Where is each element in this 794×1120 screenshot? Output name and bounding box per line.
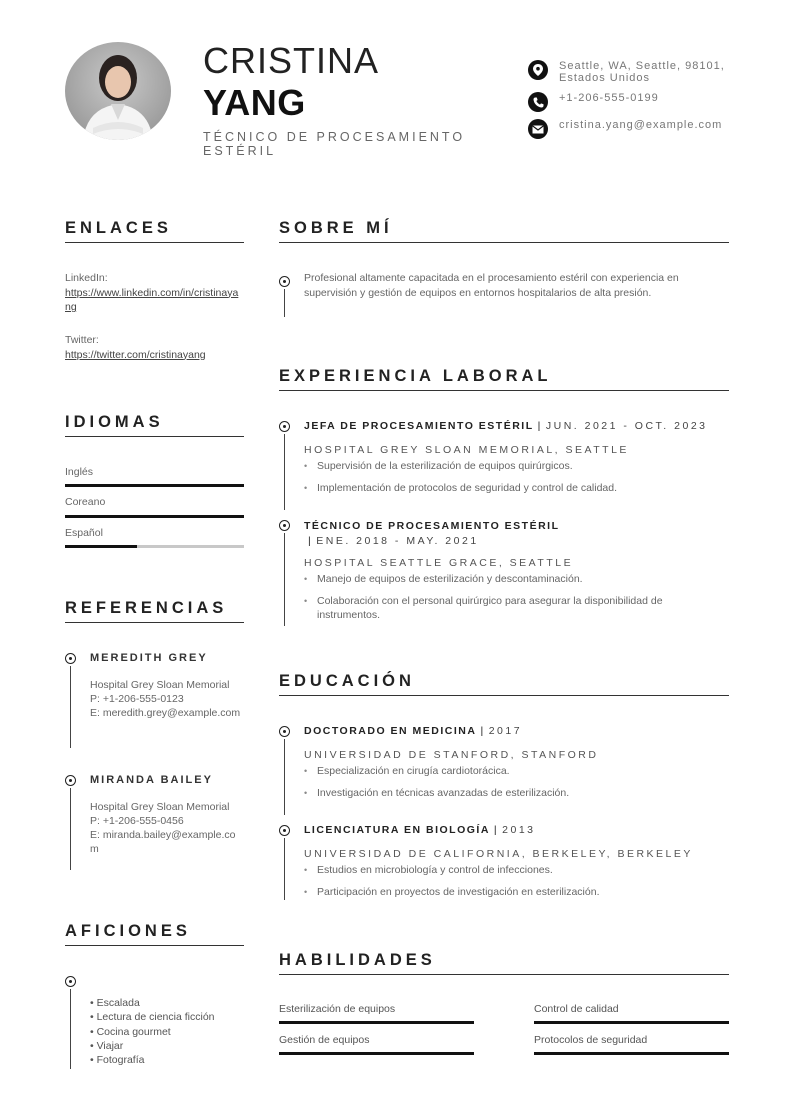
skill-bar <box>279 1052 474 1055</box>
hobby-item: • Fotografía <box>90 1054 145 1067</box>
role-text: JEFA DE PROCESAMIENTO ESTÉRIL <box>304 420 534 432</box>
timeline-line <box>284 533 285 626</box>
timeline-dot-icon <box>279 726 290 737</box>
language-level-fill <box>65 484 244 487</box>
twitter-link[interactable]: https://twitter.com/cristinayang <box>65 348 206 361</box>
experience-section-title: EXPERIENCIA LABORAL <box>279 367 552 385</box>
experience-bullets <box>304 459 724 495</box>
experience-role <box>304 519 604 549</box>
twitter-label: Twitter: <box>65 334 99 346</box>
first-name: CRISTINA <box>203 40 380 81</box>
hobby-item: • Cocina gourmet <box>90 1025 171 1038</box>
links-section-rule <box>65 242 244 243</box>
year-text: 2013 <box>502 824 536 836</box>
timeline-dot-icon <box>65 653 76 664</box>
references-section-rule <box>65 622 244 623</box>
education-org: UNIVERSIDAD DE STANFORD, STANFORD <box>304 749 599 761</box>
degree-text: LICENCIATURA EN BIOLOGÍA <box>304 824 490 836</box>
degree-text: DOCTORADO EN MEDICINA <box>304 725 477 737</box>
contact-phone <box>528 92 739 112</box>
skill-label: Esterilización de equipos <box>279 1003 396 1015</box>
date-range: JUN. 2021 - OCT. 2023 <box>545 420 708 432</box>
location-pin-icon <box>528 60 548 80</box>
reference-org: Hospital Grey Sloan Memorial <box>90 801 230 813</box>
reference-org: Hospital Grey Sloan Memorial <box>90 679 230 691</box>
education-section-rule <box>279 695 729 696</box>
timeline-line <box>284 289 285 317</box>
links-item-linkedin <box>65 271 244 315</box>
profile-photo <box>65 42 171 140</box>
timeline-dot-icon <box>279 825 290 836</box>
timeline-line <box>70 989 71 1069</box>
experience-bullets <box>304 572 724 622</box>
hobby-item: • Viajar <box>90 1039 124 1052</box>
linkedin-label: LinkedIn: <box>65 272 108 284</box>
bullet-item: • Especialización en cirugía cardiotorácica. <box>304 764 724 778</box>
language-level-bar <box>65 484 244 487</box>
bullet-item: • Implementación de protocolos de seguridad y control de calidad. <box>304 481 724 495</box>
links-item-twitter <box>65 333 244 362</box>
reference-details <box>90 800 242 856</box>
links-section-title: ENLACES <box>65 219 172 237</box>
experience-role <box>304 420 708 432</box>
reference-email: E: miranda.bailey@example.com <box>90 829 236 855</box>
bullet-item: • Estudios en microbiología y control de infecciones. <box>304 863 724 877</box>
bullet-item: • Participación en proyectos de investigación en esterilización. <box>304 885 724 899</box>
language-name: Coreano <box>65 496 106 508</box>
education-org: UNIVERSIDAD DE CALIFORNIA, BERKELEY, BERKELEY <box>304 848 693 860</box>
separator: | <box>480 725 485 737</box>
phone-icon <box>528 92 548 112</box>
separator: | <box>493 824 499 836</box>
language-name: Español <box>65 527 103 539</box>
timeline-dot-icon <box>279 421 290 432</box>
skill-bar <box>534 1052 729 1055</box>
hobby-item: • Lectura de ciencia ficción <box>90 1011 215 1024</box>
references-section-title: REFERENCIAS <box>65 599 228 617</box>
email-text[interactable]: cristina.yang@example.com <box>559 119 723 131</box>
skill-bar <box>534 1021 729 1024</box>
bullet-item: • Manejo de equipos de esterilización y descontaminación. <box>304 572 724 586</box>
about-section-title: SOBRE MÍ <box>279 219 393 237</box>
education-bullets <box>304 764 724 800</box>
reference-phone: P: +1-206-555-0456 <box>90 815 184 827</box>
experience-org: HOSPITAL SEATTLE GRACE, SEATTLE <box>304 557 574 569</box>
timeline-dot-icon <box>279 520 290 531</box>
reference-details <box>90 678 242 720</box>
languages-section-title: IDIOMAS <box>65 413 164 431</box>
reference-name: MEREDITH GREY <box>90 652 208 664</box>
skill-bar <box>279 1021 474 1024</box>
language-level-fill <box>65 515 244 518</box>
bullet-item: • Investigación en técnicas avanzadas de esterilización. <box>304 786 724 800</box>
skill-label: Gestión de equipos <box>279 1034 370 1046</box>
last-name: YANG <box>203 82 306 123</box>
timeline-dot-icon <box>279 276 290 287</box>
bullet-item: • Supervisión de la esterilización de equipos quirúrgicos. <box>304 459 724 473</box>
experience-org: HOSPITAL GREY SLOAN MEMORIAL, SEATTLE <box>304 444 629 456</box>
year-text: 2017 <box>488 725 523 737</box>
timeline-dot-icon <box>65 976 76 987</box>
hobbies-section-rule <box>65 945 244 946</box>
separator: | <box>537 420 542 432</box>
address-text: Seattle, WA, Seattle, 98101, Estados Unidos <box>559 60 725 84</box>
languages-section-rule <box>65 436 244 437</box>
timeline-line <box>284 739 285 815</box>
phone-text: +1-206-555-0199 <box>559 92 659 104</box>
language-level-bar <box>65 515 244 518</box>
skills-section-title: HABILIDADES <box>279 951 436 969</box>
timeline-line <box>284 838 285 900</box>
reference-email: E: meredith.grey@example.com <box>90 707 241 719</box>
timeline-line <box>70 788 71 870</box>
skill-label: Control de calidad <box>534 1003 619 1015</box>
skill-label: Protocolos de seguridad <box>534 1034 648 1046</box>
person-photo-icon <box>65 42 171 140</box>
education-degree <box>304 725 522 737</box>
role-text: TÉCNICO DE PROCESAMIENTO ESTÉRIL <box>304 520 560 532</box>
about-section-rule <box>279 242 729 243</box>
language-level-fill <box>65 545 137 548</box>
timeline-line <box>284 434 285 510</box>
experience-section-rule <box>279 390 729 391</box>
reference-phone: P: +1-206-555-0123 <box>90 693 184 705</box>
about-text: Profesional altamente capacitada en el procesamiento estéril con experiencia en supervisión y gestión de equipos en entornos hospitalarios de alta presión. <box>304 272 679 299</box>
education-section-title: EDUCACIÓN <box>279 672 415 690</box>
hobbies-list <box>90 996 215 1067</box>
contact-email[interactable] <box>528 119 739 139</box>
contact-address <box>528 60 739 84</box>
education-bullets <box>304 863 724 899</box>
language-name: Inglés <box>65 466 94 478</box>
date-range: ENE. 2018 - MAY. 2021 <box>316 535 479 547</box>
hobby-item: • Escalada <box>90 997 140 1009</box>
reference-name: MIRANDA BAILEY <box>90 774 213 786</box>
hobbies-section-title: AFICIONES <box>65 922 191 940</box>
separator: | <box>308 535 313 547</box>
language-level-bar <box>65 545 244 548</box>
timeline-dot-icon <box>65 775 76 786</box>
linkedin-link[interactable]: https://www.linkedin.com/in/cristinayang <box>65 286 239 313</box>
envelope-icon <box>528 119 548 139</box>
education-degree <box>304 824 536 836</box>
bullet-item: • Colaboración con el personal quirúrgico para asegurar la disponibilidad de instrumentos. <box>304 594 724 622</box>
skills-section-rule <box>279 974 729 975</box>
timeline-line <box>70 666 71 748</box>
job-title: TÉCNICO DE PROCESAMIENTO ESTÉRIL <box>203 130 466 158</box>
